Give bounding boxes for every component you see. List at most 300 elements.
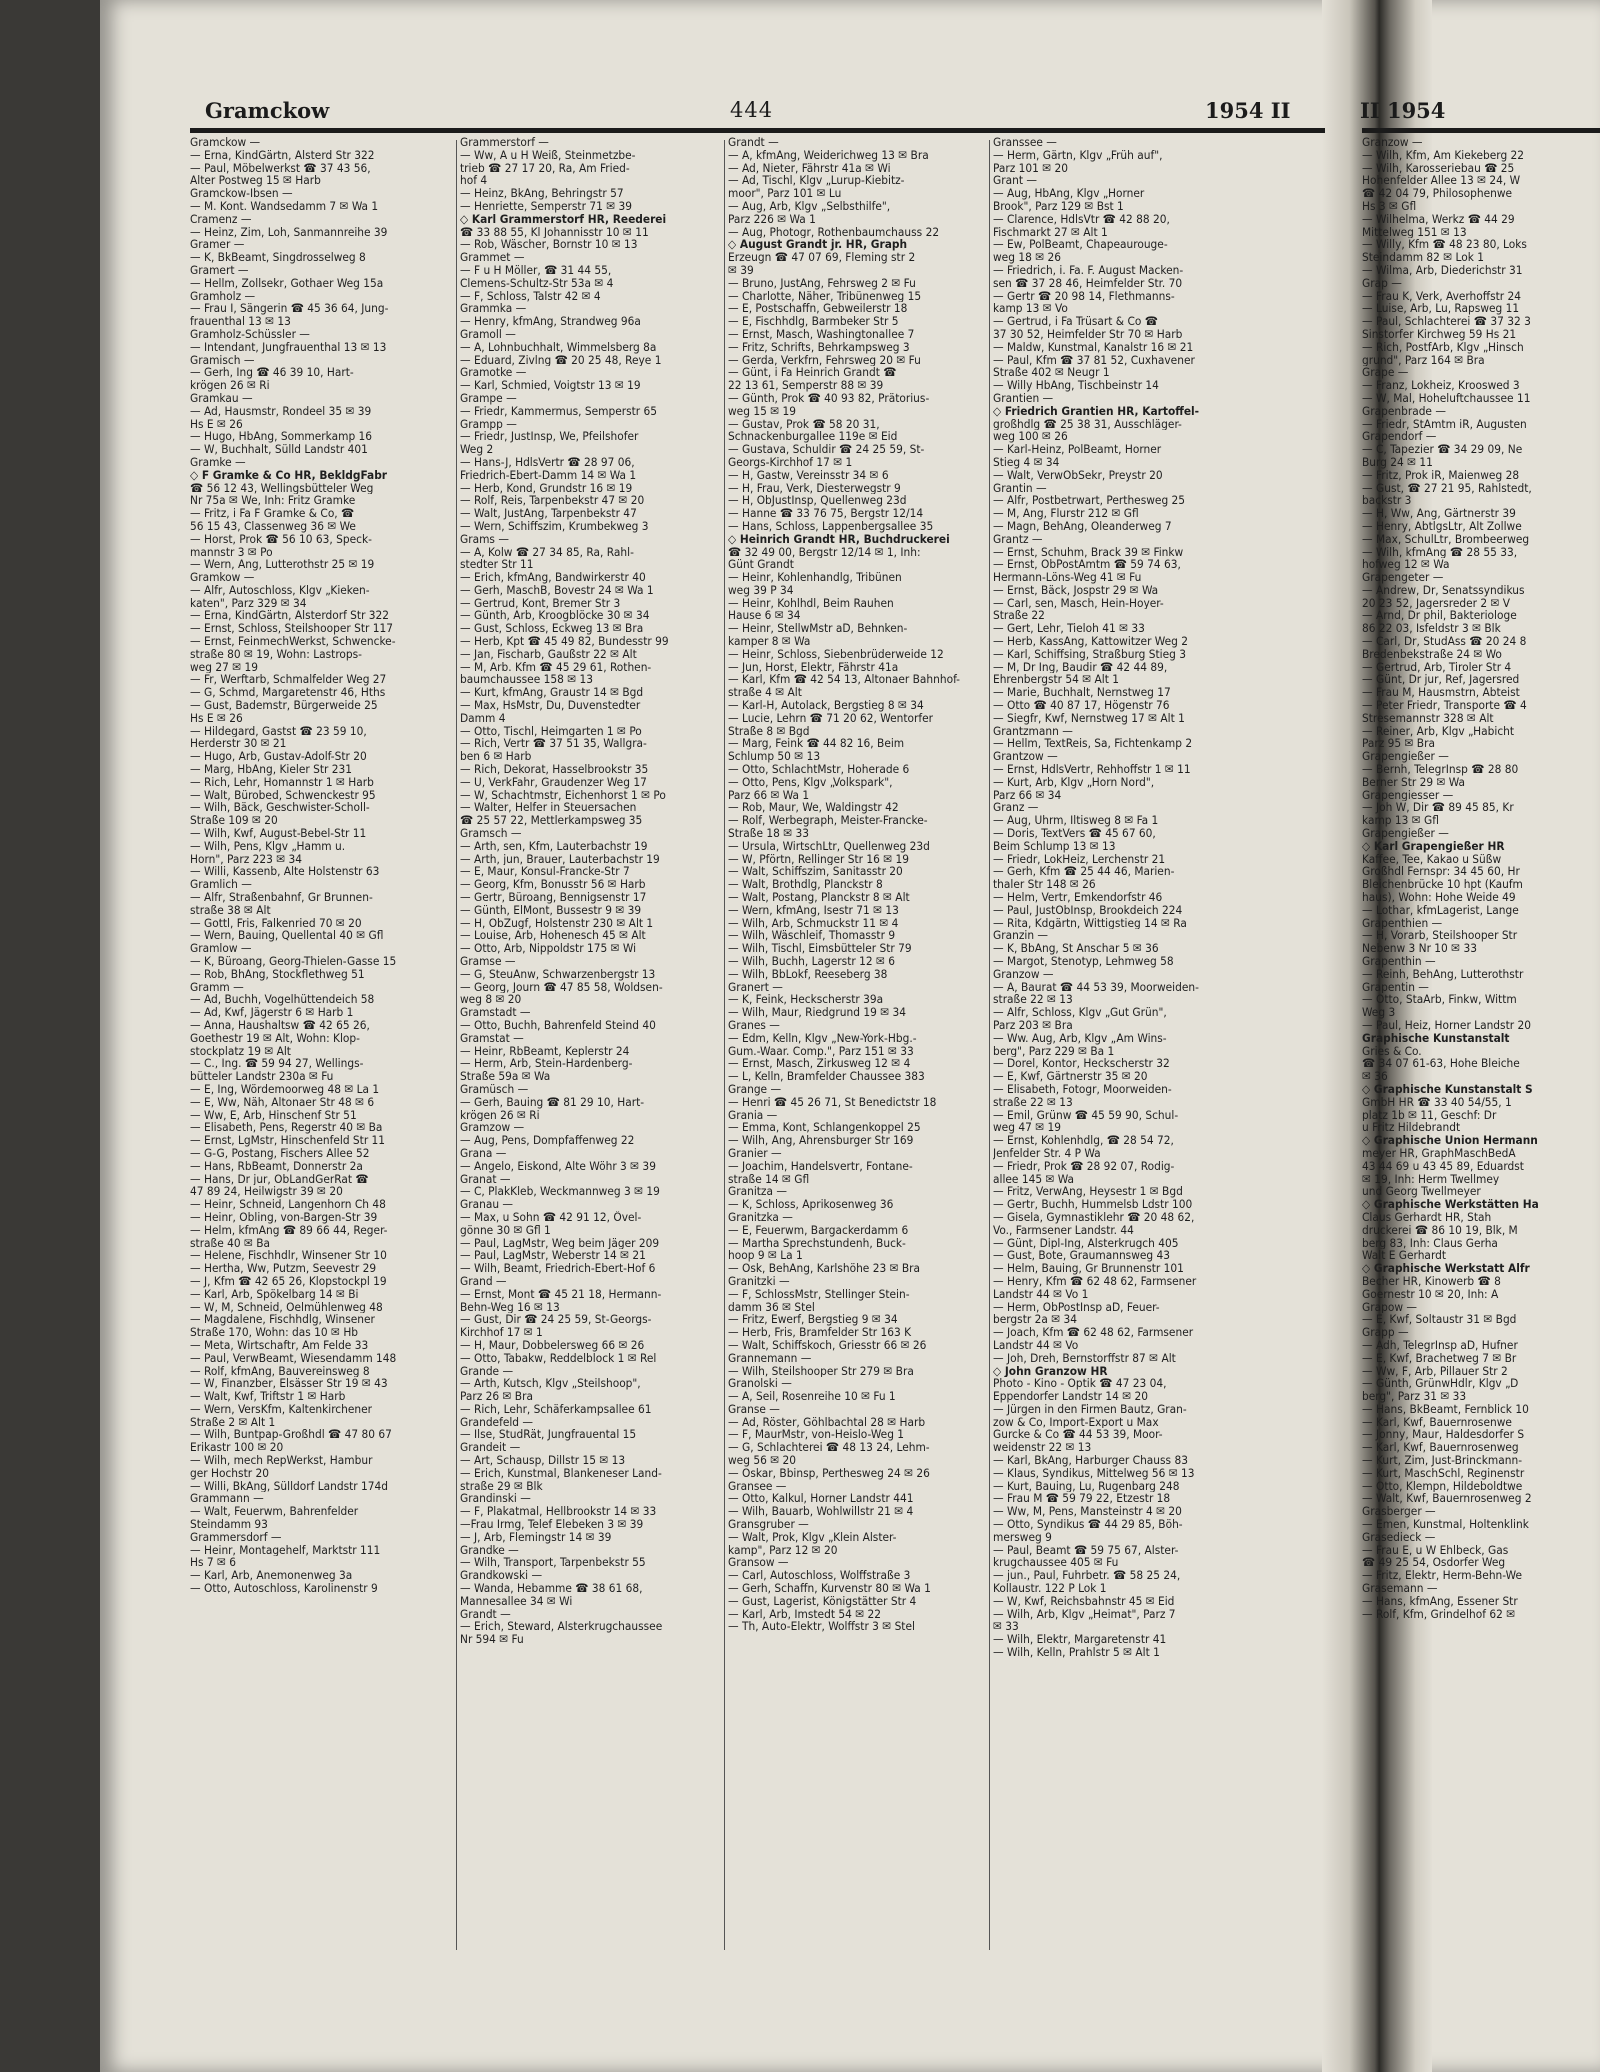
- directory-line: — Henry, kfmAng, Strandweg 96a: [460, 315, 641, 328]
- directory-line: — Ernst, Masch, Zirkusweg 12 ✉ 4: [728, 1057, 911, 1071]
- directory-line: frauenthal 13 ✉ 13: [190, 315, 291, 328]
- directory-line: berg", Parz 229 ✉ Ba 1: [993, 1044, 1115, 1058]
- directory-line: — Paul, LagMstr, Weg beim Jäger 209: [460, 1236, 660, 1250]
- directory-line: Eppendorfer Landstr 14 ✉ 20: [993, 1390, 1148, 1403]
- directory-line: Sinstorfer Kirchweg 59 Hs 21: [1362, 327, 1517, 341]
- directory-line: Gramotke —: [460, 366, 527, 380]
- directory-line: — Paul, VerwBeamt, Wiesendamm 148: [190, 1351, 397, 1365]
- directory-line: Grapenthien —: [1362, 916, 1443, 930]
- directory-line: — Elisabeth, Pens, Regerstr 40 ✉ Ba: [190, 1121, 383, 1135]
- directory-line: — Arth, Kutsch, Klgv „Steilshoop",: [460, 1377, 641, 1391]
- directory-line: 20 23 52, Jagersreder 2 ✉ V: [1362, 596, 1511, 610]
- directory-line: —Frau Irmg, Telef Elebeken 3 ✉ 39: [460, 1518, 644, 1531]
- directory-line: — Gert, Lehr, Tieloh 41 ✉ 33: [993, 622, 1145, 636]
- directory-line: ◇ Graphische Werkstatt Alfr: [1362, 1262, 1530, 1275]
- directory-line: — Günth, Arb, Kroogblöcke 30 ✉ 34: [460, 609, 650, 623]
- directory-line: Grapengießer —: [1362, 827, 1449, 840]
- directory-line: Grandefeld —: [460, 1415, 534, 1429]
- directory-line: — Günt, i Fa Heinrich Grandt ☎: [728, 366, 897, 380]
- directory-line: — A, kfmAng, Weiderichweg 13 ✉ Bra: [728, 148, 929, 162]
- directory-line: Parz 66 ✉ Wa 1: [728, 788, 810, 802]
- directory-line: — Ernst, ObPostAmtm ☎ 59 74 63,: [993, 558, 1181, 572]
- directory-line: Grande —: [460, 1364, 514, 1378]
- directory-line: — Wilh, Beamt, Friedrich-Ebert-Hof 6: [460, 1262, 656, 1275]
- directory-line: — Arth, jun, Brauer, Lauterbachstr 19: [460, 852, 660, 866]
- directory-line: — Willi, BkAng, Sülldorf Landstr 174d: [190, 1479, 389, 1493]
- directory-line: — Friedr, Kammermus, Semperstr 65: [460, 404, 658, 418]
- directory-line: — Willy, Kfm ☎ 48 23 80, Loks: [1362, 238, 1527, 252]
- directory-line: — Carl, sen, Masch, Hein-Hoyer-: [993, 596, 1164, 610]
- directory-line: — Ernst, Mont ☎ 45 21 18, Hermann-: [460, 1287, 662, 1301]
- directory-line: — Max, SchulLtr, Brombeerweg: [1362, 532, 1530, 546]
- directory-line: Cramenz —: [190, 212, 252, 226]
- directory-line: Gramisch —: [190, 353, 255, 367]
- directory-line: — Helm, Bauing, Gr Brunnenstr 101: [993, 1262, 1184, 1275]
- directory-line: — Otto, Kalkul, Horner Landstr 441: [728, 1492, 914, 1506]
- directory-line: Herderstr 30 ✉ 21: [190, 737, 287, 751]
- directory-line: Grapp —: [1362, 1326, 1409, 1339]
- directory-line: — Rich, Dekorat, Hasselbrookstr 35: [460, 763, 649, 776]
- directory-line: — Arnd, Dr phil, Bakteriologe: [1362, 609, 1517, 623]
- directory-line: ☎ 56 12 43, Wellingsbütteler Weg: [190, 481, 374, 495]
- directory-line: — Andrew, Dr, Senatssyndikus: [1362, 583, 1525, 597]
- directory-line: — Herb, Fris, Bramfelder Str 163 K: [728, 1326, 912, 1339]
- directory-line: — Ww. Aug, Arb, Klgv „Am Wins-: [993, 1031, 1167, 1045]
- directory-line: — Hertha, Ww, Putzm, Seevestr 29: [190, 1262, 377, 1275]
- directory-line: Hs E ✉ 26: [190, 711, 243, 725]
- directory-line: Grammann —: [190, 1492, 264, 1506]
- directory-line: Gramoll —: [460, 327, 516, 341]
- directory-line: — E, Ww, Näh, Altonaer Str 48 ✉ 6: [190, 1095, 375, 1109]
- directory-line: Fischmarkt 27 ✉ Alt 1: [993, 225, 1108, 239]
- directory-line: stockplatz 19 ✉ Alt: [190, 1044, 291, 1058]
- directory-line: — Otto ☎ 40 87 17, Högenstr 76: [993, 699, 1170, 712]
- directory-line: straße 22 ✉ 13: [993, 993, 1073, 1007]
- directory-line: — Fritz, VerwAng, Heysestr 1 ✉ Bgd: [993, 1185, 1183, 1199]
- directory-line: — Paul, LagMstr, Weberstr 14 ✉ 21: [460, 1249, 646, 1263]
- directory-line: Steindamm 93: [190, 1518, 268, 1531]
- directory-line: — Emen, Kunstmal, Holtenklink: [1362, 1518, 1529, 1531]
- directory-line: Hs 7 ✉ 6: [190, 1556, 237, 1570]
- directory-line: — Heinr, Obling, von-Bargen-Str 39: [190, 1210, 378, 1224]
- directory-line: straße 22 ✉ 13: [993, 1095, 1073, 1109]
- directory-line: Straße 18 ✉ 33: [728, 827, 809, 840]
- directory-line: — Fritz, Prok iR, Maienweg 28: [1362, 468, 1520, 482]
- directory-line: hof 4: [460, 174, 488, 188]
- directory-line: ◇ August Grandt jr. HR, Graph: [728, 238, 908, 252]
- directory-line: — Otto, Klempn, Hildeboldtwe: [1362, 1479, 1523, 1493]
- directory-line: — Friedr, JustInsp, We, Pfeilshofer: [460, 430, 639, 444]
- directory-line: Erikastr 100 ✉ 20: [190, 1441, 284, 1455]
- directory-line: — W, Kwf, Reichsbahnstr 45 ✉ Eid: [993, 1594, 1175, 1608]
- directory-line: — Joh W, Dir ☎ 89 45 85, Kr: [1362, 801, 1514, 815]
- directory-line: Grammersdorf —: [190, 1530, 282, 1544]
- directory-line: — H, ObJustInsp, Quellenweg 23d: [728, 494, 907, 508]
- directory-line: — Erna, KindGärtn, Alsterdorf Str 322: [190, 609, 390, 623]
- directory-line: Parz 26 ✉ Bra: [460, 1390, 533, 1403]
- directory-line: — H, Frau, Verk, Diesterwegstr 9: [728, 481, 901, 495]
- directory-line: Grantzow —: [993, 750, 1058, 764]
- directory-line: — Henry, Kfm ☎ 62 48 62, Farmsener: [993, 1274, 1197, 1288]
- directory-line: weg 15 ✉ 19: [728, 404, 796, 418]
- directory-line: — K, BbAng, St Anschar 5 ✉ 36: [993, 942, 1159, 955]
- directory-line: 37 30 52, Heimfelder Str 70 ✉ Harb: [993, 327, 1183, 341]
- column-4: [993, 136, 1255, 2036]
- directory-line: — C, Tapezier ☎ 34 29 09, Ne: [1362, 443, 1523, 456]
- directory-line: — Gust, Schloss, Eckweg 13 ✉ Bra: [460, 622, 644, 636]
- directory-line: — Karl, Kfm ☎ 42 54 13, Altonaer Bahnhof-: [728, 673, 960, 687]
- directory-line: großhdlg ☎ 25 38 31, Ausschläger-: [993, 417, 1182, 431]
- directory-line: ☎ 34 07 61-63, Hohe Bleiche: [1362, 1057, 1520, 1071]
- directory-line: 86 22 03, Isfeldstr 3 ✉ Blk: [1362, 622, 1501, 636]
- directory-line: — Margot, Stenotyp, Lehmweg 58: [993, 955, 1174, 968]
- directory-line: — Heinz, BkAng, Behringstr 57: [460, 187, 624, 200]
- directory-line: — H, ObZugf, Holstenstr 230 ✉ Alt 1: [460, 916, 654, 930]
- directory-line: — H, Ww, Ang, Gärtnerstr 39: [1362, 507, 1516, 520]
- directory-line: — Angelo, Eiskond, Alte Wöhr 3 ✉ 39: [460, 1159, 656, 1173]
- directory-line: Gramckow —: [190, 136, 261, 149]
- directory-line: Hohenfelder Allee 13 ✉ 24, W: [1362, 174, 1521, 188]
- directory-line: — Aug, Uhrm, Iltisweg 8 ✉ Fa 1: [993, 814, 1159, 828]
- directory-line: — Bernh, TelegrInsp ☎ 28 80: [1362, 763, 1519, 776]
- directory-line: Hs E ✉ 26: [190, 417, 243, 431]
- directory-line: Grantzmann —: [993, 724, 1073, 738]
- directory-line: Grand —: [460, 1274, 507, 1288]
- directory-line: — Joach, Kfm ☎ 62 48 62, Farmsener: [993, 1326, 1194, 1339]
- directory-line: Granat —: [460, 1172, 511, 1186]
- directory-line: baumchaussee 158 ✉ 13: [460, 673, 593, 687]
- directory-line: — Ernst, Bäck, Jospstr 29 ✉ Wa: [993, 583, 1159, 597]
- directory-line: — Fritz, Schrifts, Behrkampsweg 3: [728, 340, 910, 354]
- directory-line: Claus Gerhardt HR, Stah: [1362, 1210, 1492, 1224]
- directory-line: — Jürgen in den Firmen Bautz, Gran-: [993, 1402, 1187, 1416]
- directory-line: ☎ 33 88 55, Kl Johannisstr 10 ✉ 11: [460, 225, 649, 239]
- directory-line: — Erich, kfmAng, Bandwirkerstr 40: [460, 571, 646, 584]
- directory-line: Grasedieck —: [1362, 1530, 1436, 1544]
- directory-line: berg", Parz 31 ✉ 33: [1362, 1390, 1467, 1403]
- directory-line: — Herm, Gärtn, Klgv „Früh auf",: [993, 148, 1163, 162]
- directory-line: — Wilh, BbLokf, Reeseberg 38: [728, 967, 888, 981]
- directory-line: Weg 2: [460, 443, 494, 456]
- directory-line: — Otto, Buchh, Bahrenfeld Steind 40: [460, 1018, 656, 1032]
- directory-line: — Kurt, Arb, Klgv „Horn Nord",: [993, 775, 1155, 789]
- directory-line: Grapendorf —: [1362, 430, 1437, 444]
- directory-line: — Wern, Schiffszim, Krumbekweg 3: [460, 519, 649, 533]
- directory-line: — Günth, Prok ☎ 40 93 82, Prätorius-: [728, 391, 930, 405]
- directory-line: — Otto, Syndikus ☎ 44 29 85, Böh-: [993, 1518, 1183, 1531]
- directory-line: Gramstadt —: [460, 1006, 531, 1019]
- directory-line: — Wilh, Karosseriebau ☎ 25: [1362, 161, 1515, 175]
- directory-line: — Otto, Tabakw, Reddelblock 1 ✉ Rel: [460, 1351, 657, 1365]
- directory-line: — Heinr, Kohlenhandlg, Tribünen: [728, 571, 902, 584]
- directory-line: — Henry, AbtlgsLtr, Alt Zollwe: [1362, 519, 1522, 533]
- directory-line: — Walt, Schiffskoch, Griesstr 66 ✉ 26: [728, 1338, 927, 1352]
- directory-line: — Edm, Kelln, Klgv „New-York-Hbg.-: [728, 1031, 917, 1045]
- directory-line: — Frau M, Hausmstrn, Abteist: [1362, 686, 1520, 700]
- directory-line: — Gertr, Buchh, Hummelsb Ldstr 100: [993, 1198, 1193, 1211]
- directory-line: — F u H Möller, ☎ 31 44 55,: [460, 263, 612, 277]
- directory-line: — K, Schloss, Aprikosenweg 36: [728, 1198, 894, 1211]
- directory-line: — Ernst, Schuhm, Brack 39 ✉ Finkw: [993, 545, 1184, 559]
- directory-line: platz 1b ✉ 11, Geschf: Dr: [1362, 1108, 1497, 1122]
- directory-line: allee 145 ✉ Wa: [993, 1172, 1074, 1186]
- directory-line: — Hugo, Arb, Gustav-Adolf-Str 20: [190, 750, 367, 764]
- directory-line: Nebenw 3 Nr 10 ✉ 33: [1362, 942, 1477, 955]
- directory-line: — K, BkBeamt, Singdrosselweg 8: [190, 251, 366, 264]
- directory-line: Gurcke & Co ☎ 44 53 39, Moor-: [993, 1428, 1163, 1442]
- directory-line: Gramert —: [190, 263, 249, 277]
- directory-line: — Rob, Wäscher, Bornstr 10 ✉ 13: [460, 238, 638, 252]
- directory-line: — Meta, Wirtschaftr, Am Felde 33: [190, 1338, 369, 1352]
- directory-line: Straße 170, Wohn: das 10 ✉ Hb: [190, 1326, 359, 1339]
- directory-line: — Clarence, HdlsVtr ☎ 42 88 20,: [993, 212, 1170, 226]
- directory-line: — Gerh, Schaffn, Kurvenstr 80 ✉ Wa 1: [728, 1582, 931, 1595]
- directory-line: — Günth, ElMont, Bussestr 9 ✉ 39: [460, 903, 642, 917]
- directory-line: — K, Feink, Heckscherstr 39a: [728, 993, 884, 1007]
- directory-line: ✉ 39: [728, 263, 754, 277]
- directory-line: — Hans, kfmAng, Essener Str: [1362, 1594, 1518, 1608]
- directory-line: Horn", Parz 223 ✉ 34: [190, 852, 303, 866]
- directory-line: — M. Kont. Wandsedamm 7 ✉ Wa 1: [190, 199, 379, 213]
- directory-line: — A, Seil, Rosenreihe 10 ✉ Fu 1: [728, 1390, 896, 1403]
- directory-line: — Hans, Dr jur, ObLandGerRat ☎: [190, 1172, 369, 1186]
- directory-line: weg 8 ✉ 20: [460, 993, 522, 1007]
- directory-line: — W, Finanzber, Elsässer Str 19 ✉ 43: [190, 1377, 388, 1391]
- directory-line: — E, Feuerwm, Bargackerdamm 6: [728, 1223, 909, 1237]
- directory-line: — Ad, Buchh, Vogelhüttendeich 58: [190, 993, 375, 1007]
- directory-line: — Rolf, Reis, Tarpenbekstr 47 ✉ 20: [460, 494, 645, 508]
- directory-line: — Rita, Kdgärtn, Wittigstieg 14 ✉ Ra: [993, 916, 1187, 930]
- directory-line: ◇ Graphische Werkstätten Ha: [1362, 1198, 1539, 1211]
- directory-line: Goernestr 10 ✉ 20, Inh: A: [1362, 1287, 1499, 1301]
- directory-line: Grapenbrade —: [1362, 404, 1446, 418]
- directory-line: krugchaussee 405 ✉ Fu: [993, 1556, 1119, 1570]
- directory-line: — F, MaurMstr, von-Heislo-Weg 1: [728, 1428, 905, 1442]
- directory-line: — Helm, Vertr, Emkendorfstr 46: [993, 891, 1163, 904]
- directory-line: — Paul, Schlachterei ☎ 37 32 3: [1362, 315, 1531, 328]
- directory-line: Straße 8 ✉ Bgd: [728, 724, 810, 738]
- directory-line: — Alfr, Schloss, Klgv „Gut Grün",: [993, 1006, 1167, 1019]
- directory-line: — Wilh, Buchh, Lagerstr 12 ✉ 6: [728, 955, 895, 968]
- directory-line: — Ww, F, Arb, Pillauer Str 2: [1362, 1364, 1508, 1378]
- directory-line: krögen 26 ✉ Ri: [460, 1108, 540, 1122]
- directory-line: Nr 75a ✉ We, Inh: Fritz Gramke: [190, 494, 356, 508]
- directory-line: Weg 3: [1362, 1006, 1396, 1019]
- directory-line: — W, Schachtmstr, Eichenhorst 1 ✉ Po: [460, 788, 666, 802]
- directory-line: — Wilhelma, Werkz ☎ 44 29: [1362, 212, 1515, 226]
- directory-line: — Walt, Prok, Klgv „Klein Alster-: [728, 1530, 897, 1544]
- directory-line: — Erich, Kunstmal, Blankeneser Land-: [460, 1466, 662, 1480]
- directory-line: Straße 59a ✉ Wa: [460, 1070, 551, 1083]
- directory-line: — Walt, VerwObSekr, Preystr 20: [993, 468, 1163, 482]
- directory-line: Gransow —: [728, 1556, 789, 1570]
- directory-line: — Karl, Schiffsing, Straßburg Stieg 3: [993, 647, 1186, 661]
- directory-line: — C., Ing. ☎ 59 94 27, Wellings-: [190, 1057, 364, 1071]
- directory-line: — H, Vorarb, Steilshooper Str: [1362, 929, 1518, 943]
- directory-line: Parz 101 ✉ 20: [993, 161, 1069, 175]
- directory-line: Graphische Kunstanstalt: [1362, 1031, 1510, 1045]
- directory-line: — Karl, Arb, Spökelbarg 14 ✉ Bi: [190, 1287, 359, 1301]
- directory-line: — Paul, Möbelwerkst ☎ 37 43 56,: [190, 161, 371, 175]
- directory-line: — K, Büroang, Georg-Thielen-Gasse 15: [190, 955, 397, 968]
- directory-line: ◇ Heinrich Grandt HR, Buchdruckerei: [728, 532, 950, 546]
- directory-line: Granitza —: [728, 1185, 787, 1199]
- directory-line: Mannesallee 34 ✉ Wi: [460, 1594, 573, 1608]
- directory-line: stedter Str 11: [460, 558, 534, 572]
- directory-line: Georgs-Kirchhof 17 ✉ 1: [728, 455, 853, 469]
- directory-line: — Hellm, TextReis, Sa, Fichtenkamp 2: [993, 737, 1193, 751]
- directory-line: — Gerda, Verkfrn, Fehrsweg 20 ✉ Fu: [728, 353, 921, 367]
- directory-line: Grannemann —: [728, 1351, 812, 1365]
- directory-line: ☎ 32 49 00, Bergstr 12/14 ✉ 1, Inh:: [728, 545, 921, 559]
- directory-line: — Lucie, Lehrn ☎ 71 20 62, Wentorfer: [728, 711, 933, 725]
- directory-line: — Martha Sprechstundenh, Buck-: [728, 1236, 906, 1250]
- directory-line: straße 80 ✉ 19, Wohn: Lastrops-: [190, 647, 363, 661]
- directory-line: Grandt —: [460, 1607, 511, 1621]
- directory-line: — Rob, BhAng, Stockflethweg 51: [190, 967, 365, 981]
- directory-line: Grapengießer —: [1362, 750, 1449, 764]
- directory-line: — Horst, Prok ☎ 56 10 63, Speck-: [190, 532, 372, 546]
- directory-line: — Ernst, HdlsVertr, Rehhoffstr 1 ✉ 11: [993, 763, 1191, 776]
- directory-line: Stieg 4 ✉ 34: [993, 455, 1060, 469]
- directory-line: — Walt, Bürobed, Schwenckestr 95: [190, 788, 376, 802]
- directory-line: — Wilh, Kelln, Prahlstr 5 ✉ Alt 1: [993, 1646, 1160, 1659]
- directory-line: — Kurt, Zim, Just-Brinckmann-: [1362, 1454, 1523, 1467]
- directory-line: — Aug, HbAng, Klgv „Horner: [993, 187, 1145, 200]
- directory-line: — Doris, TextVers ☎ 45 67 60,: [993, 827, 1156, 840]
- directory-line: — Hildegard, Gastst ☎ 23 59 10,: [190, 724, 367, 738]
- directory-line: Kirchhof 17 ✉ 1: [460, 1326, 543, 1339]
- directory-line: Vo., Farmsener Landstr. 44: [993, 1223, 1134, 1237]
- directory-line: — Wilh, Elektr, Margaretenstr 41: [993, 1633, 1167, 1647]
- directory-line: Grantin —: [993, 481, 1047, 495]
- directory-line: — Friedrich, i. Fa. F. August Macken-: [993, 263, 1184, 277]
- directory-line: — Ad, Tischl, Klgv „Lurup-Kiebitz-: [728, 174, 905, 188]
- directory-line: — Günth, GrünwHdlr, Klgv „D: [1362, 1377, 1519, 1391]
- directory-line: Hermann-Löns-Weg 41 ✉ Fu: [993, 571, 1142, 584]
- directory-line: — Reinh, BehAng, Lutterothstr: [1362, 967, 1524, 981]
- directory-line: Damm 4: [460, 711, 506, 725]
- directory-line: ◇ Karl Grammerstorf HR, Reederei: [460, 212, 667, 226]
- directory-line: Grampe —: [460, 391, 517, 405]
- directory-line: Gramholz-Schüssler —: [190, 327, 310, 341]
- directory-line: — Wern, kfmAng, Isestr 71 ✉ 13: [728, 903, 899, 917]
- directory-line: — Wanda, Hebamme ☎ 38 61 68,: [460, 1582, 643, 1595]
- directory-line: — M, Arb. Kfm ☎ 45 29 61, Rothen-: [460, 660, 652, 674]
- directory-line: — Ad, Hausmstr, Rondeel 35 ✉ 39: [190, 404, 372, 418]
- directory-line: berg 83, Inh: Claus Gerha: [1362, 1236, 1498, 1250]
- directory-line: Gramsch —: [460, 827, 522, 840]
- directory-line: — Ad, Röster, Göhlbachtal 28 ✉ Harb: [728, 1415, 926, 1429]
- directory-line: Gramse —: [460, 955, 516, 968]
- directory-line: straße 38 ✉ Alt: [190, 903, 271, 917]
- directory-line: Straße 22: [993, 609, 1045, 623]
- directory-line: — Wilh, mech RepWerkst, Hambur: [190, 1454, 373, 1467]
- directory-line: — Carl, Dr, StudAss ☎ 20 24 8: [1362, 635, 1527, 648]
- column-3: [728, 136, 990, 2036]
- directory-line: straße 29 ✉ Blk: [460, 1479, 543, 1493]
- directory-line: — F, Schloss, Talstr 42 ✉ 4: [460, 289, 601, 303]
- directory-line: — Frau M ☎ 59 79 22, Etzestr 18: [993, 1492, 1171, 1506]
- directory-page: [100, 0, 1600, 2072]
- directory-line: — Ursula, WirtschLtr, Quellenweg 23d: [728, 839, 930, 853]
- directory-line: 47 89 24, Heilwigstr 39 ✉ 20: [190, 1185, 343, 1199]
- directory-line: Grap —: [1362, 276, 1402, 290]
- directory-line: mannstr 3 ✉ Po: [190, 545, 273, 559]
- directory-line: gönne 30 ✉ Gfl 1: [460, 1223, 551, 1237]
- directory-line: — Kurt, Bauing, Lu, Rugenbarg 248: [993, 1479, 1180, 1493]
- directory-line: — Walt, Schiffszim, Sanitasstr 20: [728, 865, 903, 879]
- directory-line: — Hugo, HbAng, Sommerkamp 16: [190, 430, 373, 444]
- directory-line: — Franz, Lokheiz, Krooswed 3: [1362, 379, 1520, 392]
- directory-line: — Louise, Arb, Hohenesch 45 ✉ Alt: [460, 929, 646, 943]
- directory-line: Kaffee, Tee, Kakao u Süßw: [1362, 852, 1502, 866]
- directory-line: — Dorel, Kontor, Heckscherstr 32: [993, 1057, 1170, 1071]
- directory-line: Straße 402 ✉ Neugr 1: [993, 366, 1110, 380]
- directory-line: — A, Baurat ☎ 44 53 39, Moorweiden-: [993, 980, 1199, 994]
- directory-line: 22 13 61, Semperstr 88 ✉ 39: [728, 379, 884, 392]
- directory-line: — Karl-Heinz, PolBeamt, Horner: [993, 443, 1162, 456]
- directory-line: — Karl, Arb, Imstedt 54 ✉ 22: [728, 1607, 881, 1621]
- directory-line: — Marg, HbAng, Kieler Str 231: [190, 763, 352, 776]
- directory-line: hofweg 12 ✉ Wa: [1362, 558, 1450, 572]
- directory-line: — Rich, Vertr ☎ 37 51 35, Wallgra-: [460, 737, 647, 751]
- directory-line: Grantz —: [993, 532, 1043, 546]
- directory-line: moor", Parz 101 ✉ Lu: [728, 187, 842, 200]
- directory-line: Grange —: [728, 1082, 782, 1096]
- directory-line: — Gertrud, i Fa Trüsart & Co ☎: [993, 315, 1158, 328]
- directory-line: — Karl, BkAng, Harburger Chauss 83: [993, 1454, 1188, 1467]
- directory-line: — Hans-J, HdlsVertr ☎ 28 97 06,: [460, 455, 635, 469]
- directory-line: — Gerh, MaschB, Bovestr 24 ✉ Wa 1: [460, 583, 654, 597]
- directory-line: und Georg Twellmeyer: [1362, 1185, 1481, 1199]
- directory-line: — H, Gastw, Vereinsstr 34 ✉ 6: [728, 468, 889, 482]
- directory-line: — Eduard, Zivlng ☎ 20 25 48, Reye 1: [460, 353, 662, 367]
- directory-line: — Jun, Horst, Elektr, Fährstr 41a: [728, 660, 899, 674]
- directory-line: — Gertr ☎ 20 98 14, Flethmanns-: [993, 289, 1175, 303]
- directory-line: Alter Postweg 15 ✉ Harb: [190, 174, 321, 188]
- column-divider: [724, 140, 725, 1950]
- directory-line: — Hans, RbBeamt, Donnerstr 2a: [190, 1159, 363, 1173]
- directory-line: — Gisela, Gymnastiklehr ☎ 20 48 62,: [993, 1210, 1195, 1224]
- directory-line: Bleichenbrücke 10 hpt (Kaufm: [1362, 878, 1523, 892]
- directory-line: — Wilh, Ang, Ahrensburger Str 169: [728, 1134, 914, 1147]
- directory-line: Behn-Weg 16 ✉ 13: [460, 1300, 560, 1314]
- directory-line: Gransgruber —: [728, 1518, 809, 1531]
- directory-line: — Siegfr, Kwf, Nernstweg 17 ✉ Alt 1: [993, 711, 1185, 725]
- directory-line: Hs 3 ✉ Gfl: [1362, 199, 1417, 213]
- directory-line: — Jan, Fischarb, Gaußstr 22 ✉ Alt: [460, 647, 637, 661]
- directory-line: Friedrich-Ebert-Damm 14 ✉ Wa 1: [460, 468, 637, 482]
- directory-line: bergstr 2a ✉ 34: [993, 1313, 1077, 1327]
- directory-line: Großhdl Fernspr: 34 45 60, Hr: [1362, 865, 1520, 879]
- directory-line: kamp 13 ✉ Vo: [993, 302, 1068, 316]
- directory-line: Granolski —: [728, 1377, 792, 1391]
- directory-line: — Wilh, Bauarb, Wohlwillstr 21 ✉ 4: [728, 1505, 914, 1519]
- directory-line: — M, Dr Ing, Baudir ☎ 42 44 89,: [993, 660, 1168, 674]
- directory-line: ◇ John Granzow HR: [993, 1364, 1108, 1378]
- directory-line: Grapow —: [1362, 1300, 1417, 1314]
- directory-line: ☎ 42 04 79, Philosophenwe: [1362, 187, 1513, 200]
- header-rule-next: [1362, 128, 1600, 133]
- directory-line: — Georg, Kfm, Bonusstr 56 ✉ Harb: [460, 878, 646, 892]
- directory-line: ◇ Friedrich Grantien HR, Kartoffel-: [993, 404, 1200, 418]
- directory-line: — Ernst, Masch, Washingtonallee 7: [728, 327, 915, 341]
- directory-line: — Marg, Feink ☎ 44 82 16, Beim: [728, 737, 905, 751]
- directory-line: — Friedr, StAmtm iR, Augusten: [1362, 417, 1527, 431]
- directory-line: Grapengeter —: [1362, 571, 1444, 584]
- directory-line: — F, Plakatmal, Hellbrookstr 14 ✉ 33: [460, 1505, 657, 1519]
